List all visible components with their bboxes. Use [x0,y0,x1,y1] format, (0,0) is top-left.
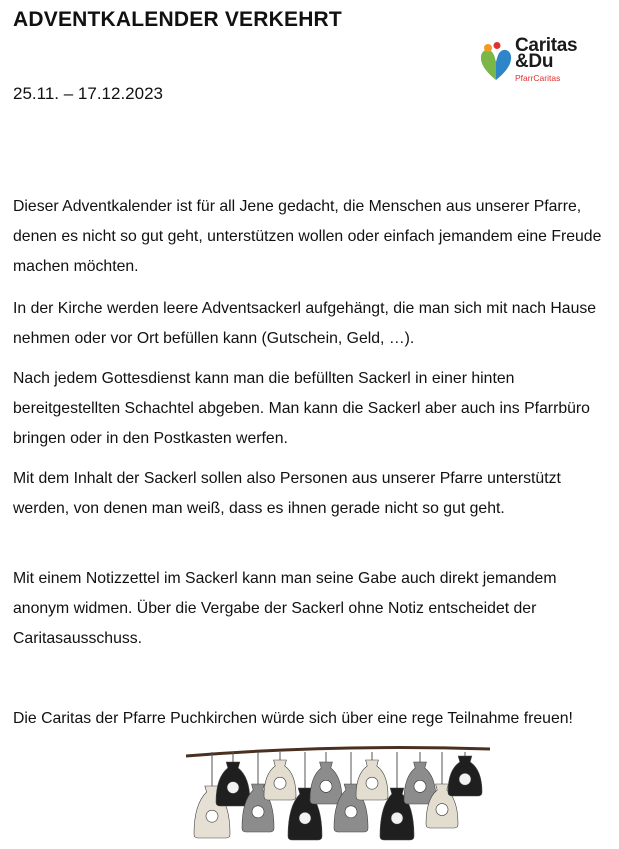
paragraph-church: In der Kirche werden leere Adventsackerl aufgehängt, die man sich mit nach Hause nehmen oder vor Ort befüllen kann (Gutschein, Geld, …). [13,300,597,347]
paragraph-closing: Die Caritas der Pfarre Puchkirchen würde sich über eine rege Teilnahme freuen! [13,710,573,727]
paragraph-intro: Dieser Adventkalender ist für all Jene gedacht, die Menschen aus unserer Pfarre, denen es nicht so gut geht, unterstützen wollen oder einfach jemandem eine Freude machen möchten. [13,198,602,275]
date-range: 25.11. – 17.12.2023 [13,84,163,103]
advent-bags-illustration [184,744,494,844]
logo-line-caritas: Caritas [515,35,578,56]
caritas-logo [478,34,608,88]
document-title: ADVENTKALENDER VERKEHRT [13,8,342,31]
paragraph-purpose: Mit dem Inhalt der Sackerl sollen also Personen aus unserer Pfarre unterstützt werden, von denen man weiß, dass es ihnen gerade nicht so gut geht. [13,470,561,517]
paragraph-dropoff: Nach jedem Gottesdienst kann man die befüllten Sackerl in einer hinten bereitgestellten Schachtel abgeben. Man kann die Sackerl aber auch ins Pfarrbüro bringen oder in den Postkasten werfen. [13,370,590,447]
caritas-heart-icon [478,42,514,82]
logo-line-du: &Du [515,51,554,72]
paragraph-note: Mit einem Notizzettel im Sackerl kann man seine Gabe auch direkt jemandem anonym widmen. Über die Vergabe der Sackerl ohne Notiz entscheidet der Caritasausschuss. [13,570,557,647]
logo-line-pfarrcaritas: PfarrCaritas [515,73,561,83]
